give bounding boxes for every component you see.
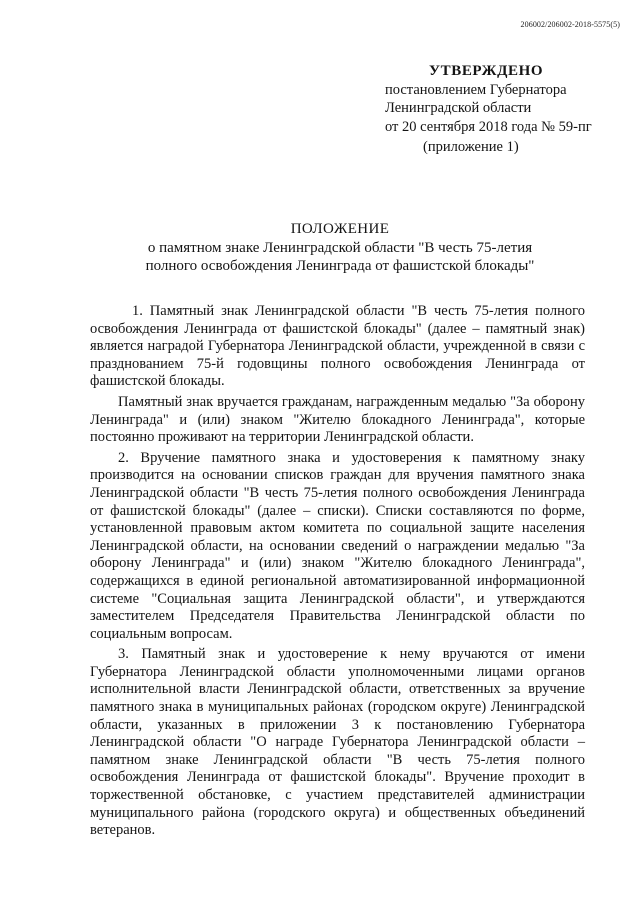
document-heading (90, 220, 590, 276)
approval-title: УТВЕРЖДЕНО (429, 63, 544, 79)
document-title: ПОЛОЖЕНИЕ (290, 221, 390, 237)
approval-line-2: Ленинградской области (385, 100, 532, 116)
paragraph-4: 3. Памятный знак и удостоверение к нему вручаются от имени Губернатора Ленинградской области уполномоченными лицами органов исполнительной власти Ленинградской области, ответственных за вручение памятного знака в муниципальных районах (городском округе) Ленинградской области, указанных в приложении 3 к постановлению Губернатора Ленинградской области "О награде Губернатора Ленинградской области – памятном знаке Ленинградской области "В честь 75-летия полного освобождения Ленинграда от фашистской блокады". Вручение проходит в торжественной обстановке, с участием представителей администрации муниципального района (городского округа) и общественных объединений ветеранов. (90, 646, 585, 839)
approval-stamp (385, 62, 635, 157)
paragraph-1: 1. Памятный знак Ленинградской области "В честь 75-летия полного освобождения Ленинграда от фашистской блокады" (далее – памятный знак) является наградой Губернатора Ленинградской области, учрежденной в связи с празднованием 75-й годовщины полного освобождения Ленинграда от фашистской блокады. (90, 303, 585, 390)
approval-line-3: от 20 сентября 2018 года № 59-пг (385, 118, 592, 135)
paragraph-3: 2. Вручение памятного знака и удостоверения к памятному знаку производится на основании списков граждан для вручения памятного знака Ленинградской области "В честь 75-летия полного освобождения Ленинграда от фашистской блокады" (далее – списки). Списки составляются по форме, установленной правовым актом комитета по социальной защите населения Ленинградской области, на основании сведений о награждении медалью "За оборону Ленинграда" и (или) знаком "Жителю блокадного Ленинграда", содержащихся в единой региональной автоматизированной информационной системе "Социальная защита Ленинградской области", и утверждаются заместителем Председателя Правительства Ленинградской области по социальным вопросам. (90, 449, 585, 642)
document-body (90, 303, 585, 843)
document-subtitle-line-1: о памятном знаке Ленинградской области "В честь 75-летия (147, 239, 533, 256)
approval-line-1: постановлением Губернатора (385, 81, 567, 98)
document-code: 206002/206002-2018-5575(5) (520, 20, 620, 29)
approval-appendix: (приложение 1) (423, 139, 519, 155)
document-subtitle-line-2: полного освобождения Ленинграда от фашистской блокады" (145, 258, 535, 274)
paragraph-2: Памятный знак вручается гражданам, награжденным медалью "За оборону Ленинграда" и (или) знаком "Жителю блокадного Ленинграда", которые постоянно проживают на территории Ленинградской области. (90, 393, 585, 446)
